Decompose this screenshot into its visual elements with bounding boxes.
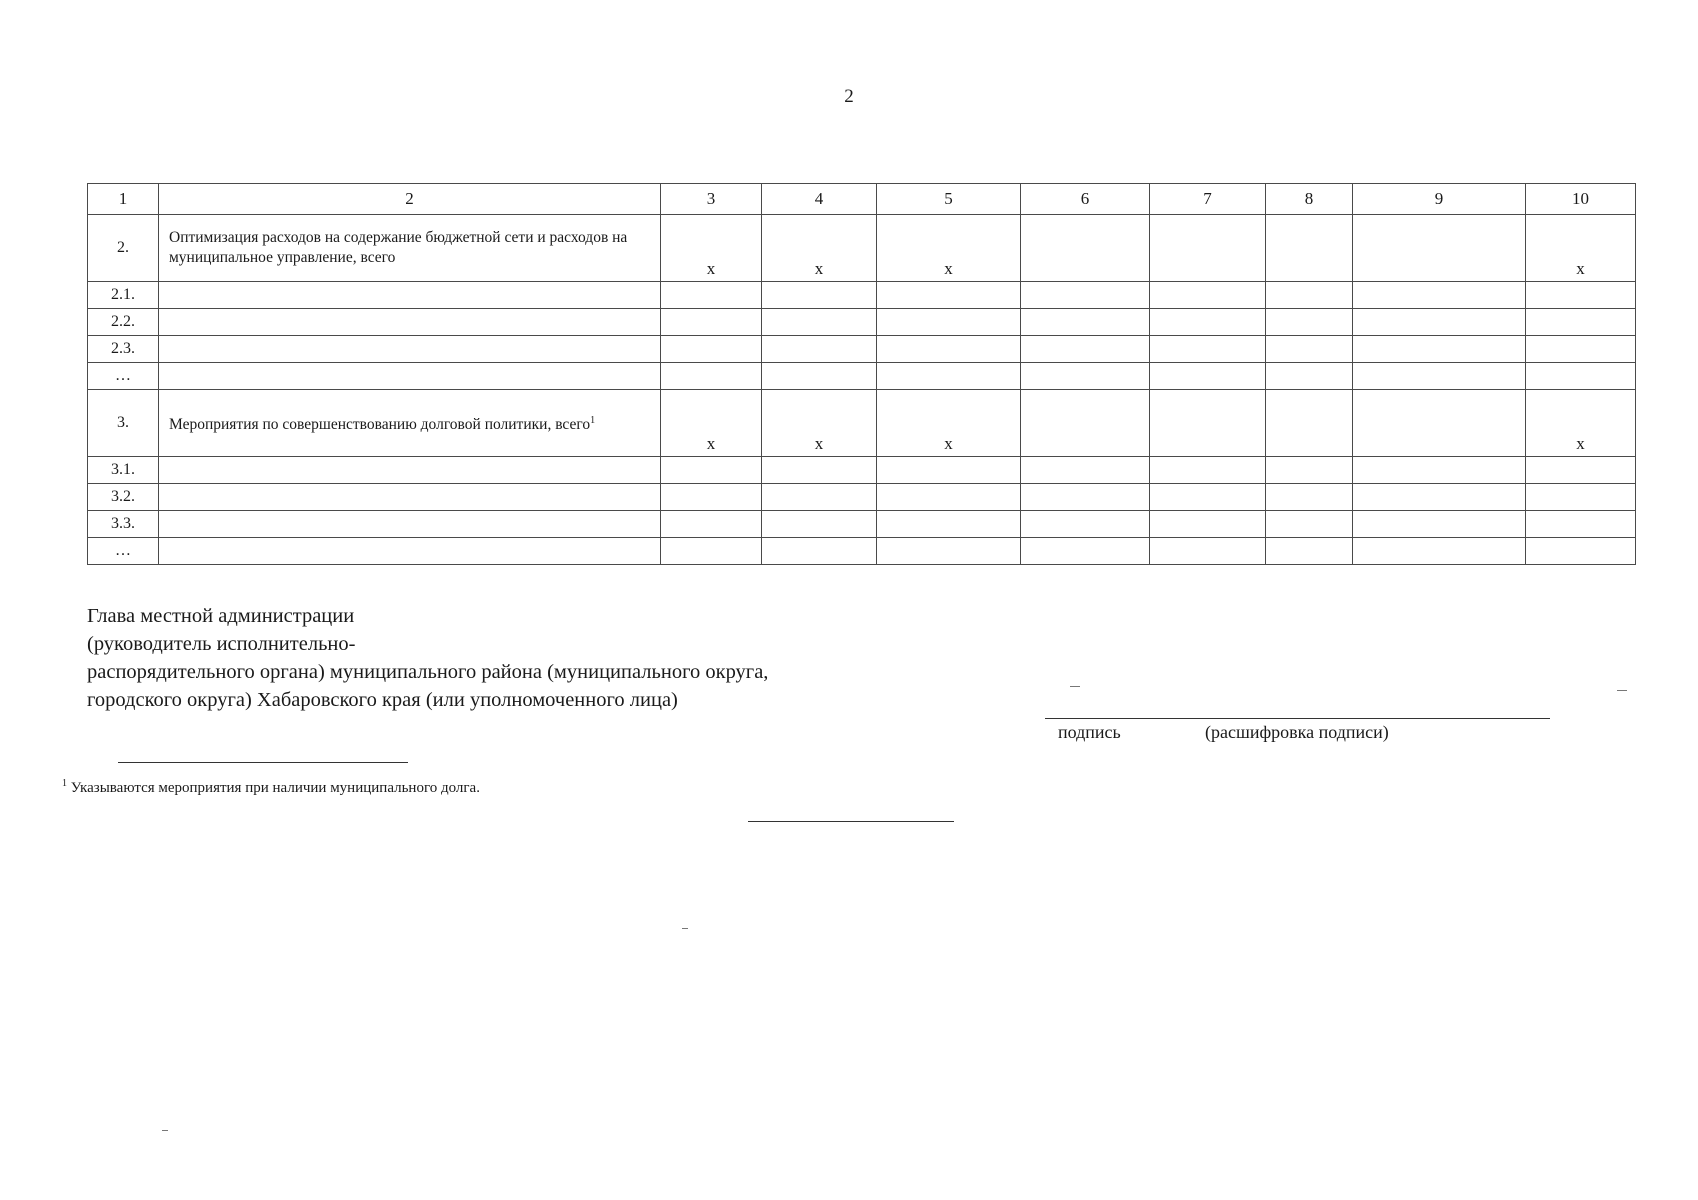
- table-row: [88, 215, 1636, 282]
- x-mark: х: [762, 390, 877, 457]
- empty-cell: [1353, 390, 1526, 457]
- empty-cell: [1150, 215, 1266, 282]
- row-number: …: [88, 363, 159, 390]
- row-title: Оптимизация расходов на содержание бюджетной сети и расходов на муниципальное управление, всего: [159, 215, 661, 282]
- row-number: 3.: [88, 390, 159, 457]
- x-mark: х: [661, 215, 762, 282]
- table-row: [88, 390, 1636, 457]
- scan-speck: [1617, 690, 1627, 691]
- column-number-8: 8: [1266, 184, 1353, 215]
- row-number: …: [88, 538, 159, 565]
- signatory-block: [87, 602, 768, 714]
- row-number: 3.2.: [88, 484, 159, 511]
- table-row: [88, 309, 1636, 336]
- column-number-7: 7: [1150, 184, 1266, 215]
- signatory-line: распорядительного органа) муниципального района (муниципального округа,: [87, 661, 769, 683]
- table-header-row: [88, 184, 1636, 215]
- x-mark: х: [877, 390, 1021, 457]
- x-mark: х: [762, 215, 877, 282]
- row-number: 2.: [88, 215, 159, 282]
- column-number-5: 5: [877, 184, 1021, 215]
- table-row: [88, 511, 1636, 538]
- x-mark: х: [661, 390, 762, 457]
- x-mark: х: [1526, 215, 1636, 282]
- row-number: 2.3.: [88, 336, 159, 363]
- empty-cell: [1150, 390, 1266, 457]
- table-row: [88, 336, 1636, 363]
- column-number-4: 4: [762, 184, 877, 215]
- column-number-2: 2: [159, 184, 661, 215]
- x-mark: х: [877, 215, 1021, 282]
- column-number-3: 3: [661, 184, 762, 215]
- x-mark: х: [1526, 390, 1636, 457]
- scan-speck: [1070, 686, 1080, 687]
- signatory-line: городского округа) Хабаровского края (или уполномоченного лица): [87, 689, 678, 711]
- column-number-9: 9: [1353, 184, 1526, 215]
- row-number: 3.3.: [88, 511, 159, 538]
- row-title: Мероприятия по совершенствованию долговой политики, всего$^1$: [159, 390, 661, 457]
- scan-speck: [162, 1130, 168, 1131]
- row-number: 2.2.: [88, 309, 159, 336]
- empty-cell: [1266, 215, 1353, 282]
- column-number-6: 6: [1021, 184, 1150, 215]
- column-number-10: 10: [1526, 184, 1636, 215]
- row-number: 2.1.: [88, 282, 159, 309]
- table-row: [88, 363, 1636, 390]
- signature-decode-label: (расшифровка подписи): [1205, 722, 1389, 742]
- table-row: [88, 282, 1636, 309]
- footnote: [62, 778, 480, 797]
- row-number: 3.1.: [88, 457, 159, 484]
- footnote-text: Указываются мероприятия при наличии муниципального долга.: [70, 780, 480, 796]
- table-row: [88, 457, 1636, 484]
- empty-cell: [1021, 215, 1150, 282]
- signature-line: [1045, 718, 1550, 719]
- signatory-line: Глава местной администрации: [87, 605, 355, 627]
- footnote-mark: 1: [62, 778, 67, 789]
- column-number-1: 1: [88, 184, 159, 215]
- empty-cell: [1266, 390, 1353, 457]
- empty-cell: [1021, 390, 1150, 457]
- signature-label: подпись: [1058, 722, 1121, 742]
- scan-speck: [682, 928, 688, 929]
- footnote-divider: [118, 762, 408, 763]
- end-divider: [748, 821, 954, 822]
- page-number: 2: [844, 86, 854, 107]
- measures-table: [87, 183, 1636, 565]
- footnote-mark: 1: [590, 414, 596, 426]
- table-row: [88, 538, 1636, 565]
- signatory-line: (руководитель исполнительно-: [87, 633, 356, 655]
- table-row: [88, 484, 1636, 511]
- empty-cell: [1353, 215, 1526, 282]
